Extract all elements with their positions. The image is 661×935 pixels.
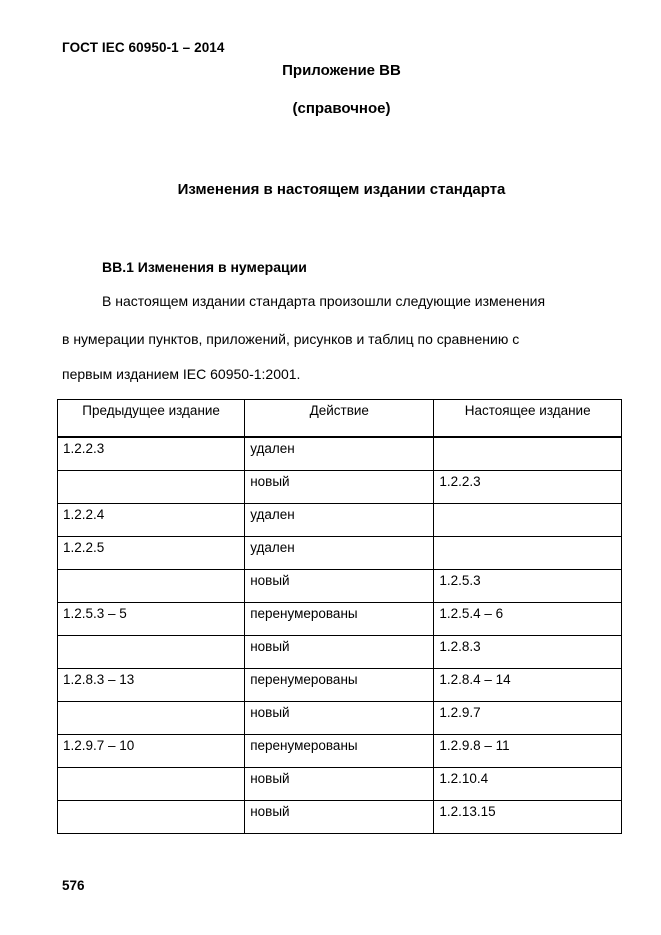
cell-current: 1.2.5.4 – 6 — [434, 602, 622, 635]
table-row — [58, 437, 622, 470]
cell-current: 1.2.10.4 — [434, 767, 622, 800]
section-title: Изменения в настоящем издании стандарта — [177, 181, 506, 198]
cell-action: новый — [245, 701, 434, 734]
table-row — [58, 800, 622, 833]
cell-previous: 1.2.2.3 — [58, 437, 245, 470]
cell-action: новый — [245, 569, 434, 602]
cell-previous — [58, 470, 245, 503]
cell-current: 1.2.9.7 — [434, 701, 622, 734]
table-row — [58, 536, 622, 569]
cell-action: новый — [245, 767, 434, 800]
cell-previous — [58, 635, 245, 668]
cell-previous — [58, 569, 245, 602]
cell-current: 1.2.5.3 — [434, 569, 622, 602]
column-header-previous: Предыдущее издание — [58, 400, 245, 438]
paragraph-line: В настоящем издании стандарта произошли следующие изменения — [102, 293, 546, 309]
cell-previous: 1.2.5.3 – 5 — [58, 602, 245, 635]
cell-previous — [58, 701, 245, 734]
table-row — [58, 503, 622, 536]
table-row — [58, 734, 622, 767]
cell-previous: 1.2.8.3 – 13 — [58, 668, 245, 701]
column-header-current: Настоящее издание — [434, 400, 622, 438]
column-header-action: Действие — [245, 400, 434, 438]
cell-current: 1.2.8.4 – 14 — [434, 668, 622, 701]
appendix-subtitle: (справочное) — [292, 100, 391, 117]
table-row — [58, 668, 622, 701]
cell-current: 1.2.2.3 — [434, 470, 622, 503]
cell-action: новый — [245, 470, 434, 503]
numbering-changes-table — [57, 399, 622, 834]
table-row — [58, 602, 622, 635]
cell-current: 1.2.13.15 — [434, 800, 622, 833]
subsection-heading: ВВ.1 Изменения в нумерации — [102, 259, 307, 275]
table-header-row — [58, 400, 622, 438]
cell-current: 1.2.8.3 — [434, 635, 622, 668]
document-code: ГОСТ IEC 60950-1 – 2014 — [62, 40, 225, 55]
appendix-title: Приложение ВВ — [282, 62, 401, 79]
cell-previous: 1.2.2.4 — [58, 503, 245, 536]
table-row — [58, 767, 622, 800]
cell-previous — [58, 767, 245, 800]
table-body — [58, 437, 622, 833]
cell-current — [434, 437, 622, 470]
cell-previous: 1.2.2.5 — [58, 536, 245, 569]
cell-action: перенумерованы — [245, 668, 434, 701]
cell-previous: 1.2.9.7 – 10 — [58, 734, 245, 767]
table-row — [58, 569, 622, 602]
page-number: 576 — [62, 878, 85, 893]
cell-previous — [58, 800, 245, 833]
table-row — [58, 701, 622, 734]
paragraph-line: первым изданием IEC 60950-1:2001. — [62, 366, 301, 382]
table-row — [58, 470, 622, 503]
cell-current — [434, 503, 622, 536]
cell-action: удален — [245, 503, 434, 536]
paragraph-line: в нумерации пунктов, приложений, рисунков и таблиц по сравнению с — [62, 331, 520, 347]
cell-action: перенумерованы — [245, 602, 434, 635]
cell-action: перенумерованы — [245, 734, 434, 767]
cell-action: удален — [245, 536, 434, 569]
cell-action: удален — [245, 437, 434, 470]
cell-current: 1.2.9.8 – 11 — [434, 734, 622, 767]
cell-action: новый — [245, 635, 434, 668]
table-row — [58, 635, 622, 668]
cell-current — [434, 536, 622, 569]
cell-action: новый — [245, 800, 434, 833]
